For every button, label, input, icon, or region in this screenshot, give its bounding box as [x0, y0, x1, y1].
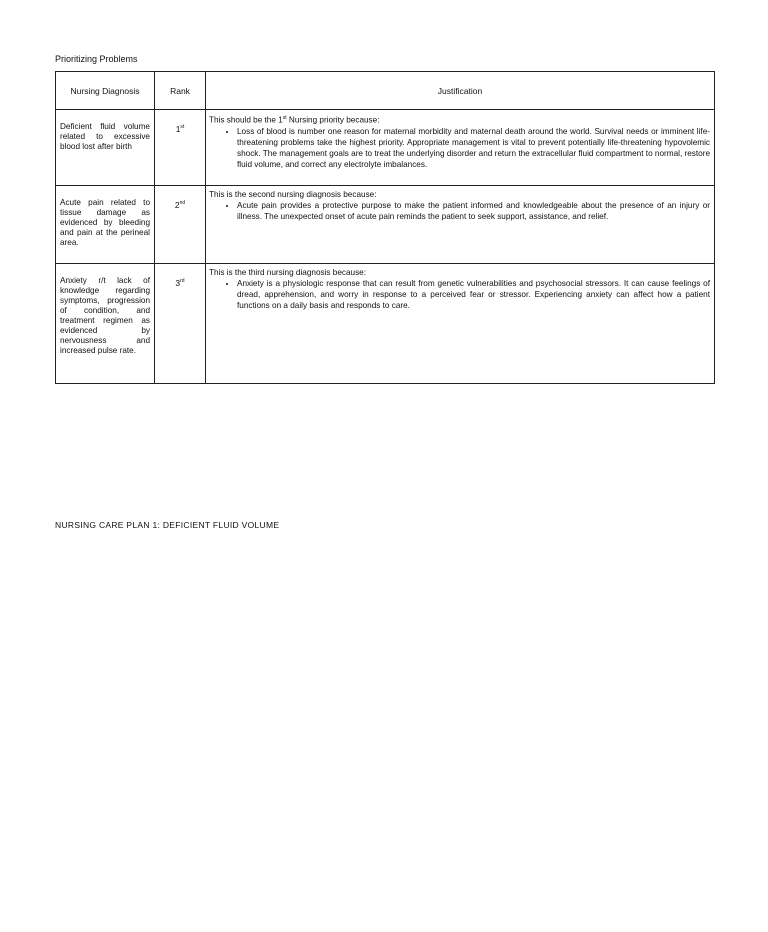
- table-header-row: [56, 72, 715, 110]
- rank-cell: [155, 264, 206, 384]
- justification-bullet: • Acute pain provides a protective purpose to make the patient informed and knowledgeable about the presence of an injury or illness. The unexpected onset of acute pain reminds the patient to seek support, assistance, and relief.: [237, 200, 710, 222]
- justification-cell: [206, 264, 715, 384]
- rank-suffix: nd: [179, 200, 186, 207]
- section-title: Prioritizing Problems: [55, 54, 138, 64]
- justification-bullet: • Anxiety is a physiologic response that can result from genetic vulnerabilities and psychosocial stressors. It can cause feelings of dread, apprehension, and worry in response to a perceived fear or stressor. Experiencing anxiety can affect how a patient functions on a daily basis and responds to care.: [237, 278, 710, 311]
- diagnosis-cell: Acute pain related to tissue damage as evidenced by bleeding and pain at the perineal area.: [56, 186, 155, 264]
- rank-suffix: rd: [180, 278, 185, 285]
- lead-text-end: Nursing priority because:: [286, 115, 380, 125]
- justification-cell: [206, 110, 715, 186]
- header-justification: Justification: [206, 72, 715, 110]
- justification-list: [209, 200, 710, 222]
- justification-list: [209, 126, 710, 170]
- table-row: [56, 264, 715, 384]
- lead-text: This should be the 1: [209, 115, 283, 125]
- table-row: [56, 186, 715, 264]
- justification-lead: This is the second nursing diagnosis because:: [209, 190, 377, 199]
- justification-lead: This is the third nursing diagnosis because:: [209, 268, 367, 277]
- priority-table: [55, 71, 715, 384]
- justification-bullet: • Loss of blood is number one reason for maternal morbidity and maternal death around the world. Survival needs or imminent life-threatening problems take the highest priority. Appropriate management is vital to prevent potentially life-threatening hypovolemic shock. The management goals are to treat the underlying disorder and return the extracellular fluid compartment to normal, restore fluid volume, and correct any electrolyte imbalances.: [237, 126, 710, 170]
- care-plan-title: NURSING CARE PLAN 1: DEFICIENT FLUID VOLUME: [55, 520, 280, 530]
- justification-cell: [206, 186, 715, 264]
- rank-cell: [155, 110, 206, 186]
- lead-superscript: st: [282, 115, 287, 121]
- table-row: [56, 110, 715, 186]
- justification-lead: [209, 113, 710, 126]
- rank-number: 3: [175, 278, 181, 288]
- diagnosis-cell: Deficient fluid volume related to excessive blood lost after birth: [56, 110, 155, 186]
- header-nursing-diagnosis: Nursing Diagnosis: [56, 72, 155, 110]
- justification-list: [209, 278, 710, 311]
- rank-number: 2: [174, 200, 180, 210]
- header-rank: Rank: [155, 72, 206, 110]
- rank-cell: [155, 186, 206, 264]
- diagnosis-cell: Anxiety r/t lack of knowledge regarding symptoms, progression of condition, and treatment regimen as evidenced by nervousness and increased pulse rate.: [56, 264, 155, 384]
- rank-suffix: st: [180, 124, 185, 131]
- rank-number: 1: [175, 124, 181, 134]
